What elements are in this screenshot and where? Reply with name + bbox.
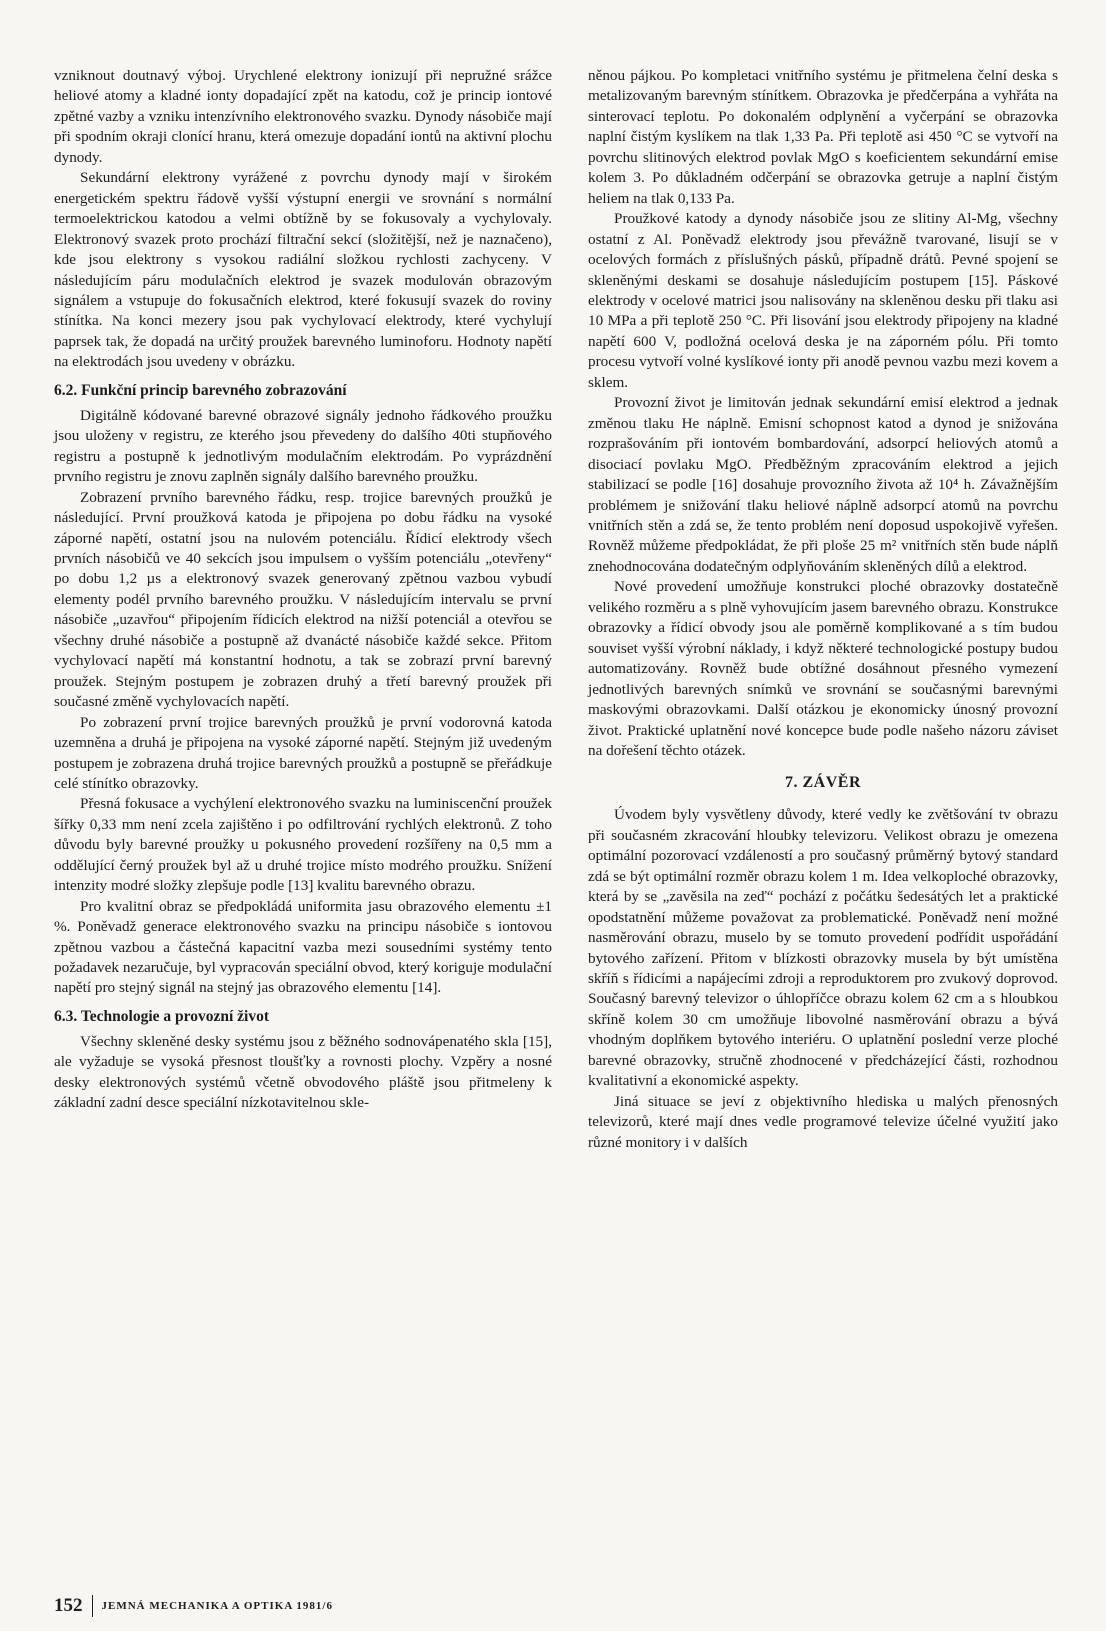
paragraph: Zobrazení prvního barevného řádku, resp. trojice barevných proužků je následující. První proužková katoda je připojena po dobu řádku na vysoké záporné napětí, ostatní jsou na nulovém potenciálu. Řídicí elektrody všech prvních násobičů ve 40 sekcích jsou impulsem o vyšším potenciálu „otevřeny“ po dobu 1,2 µs a elektronový svazek generovaný zpětnou vazbou vybudí elementy podél prvního barevného proužku. V následujícím intervalu se první násobiče „uzavřou“ připojením řídicích elektrod na nižší potenciál a otevřou se všechny druhé násobiče a postupně až dvanácté násobiče každé sekce. Přitom vychylovací napětí má konstantní hodnotu, a tak se zobrazí první barevný proužek. Stejným postupem je zobrazen druhý a třetí barevný proužek při současné změně vychylovacích napětí. [54, 488, 552, 711]
section-heading: 6.2. Funkční princip barevného zobrazování [54, 381, 347, 399]
section-heading: 6.3. Technologie a provozní život [54, 1007, 270, 1025]
paragraph: Nové provedení umožňuje konstrukci ploché obrazovky dostatečně velikého rozměru a s plně vyhovujícím jasem barevného obrazu. Konstrukce obrazovky a řídicí obvody jsou ale poměrně komplikované a s tím budou souviset vyšší výrobní náklady, i když některé technologické postupy budou automatizovány. Rovněž bude obtížné dosáhnout přesného vymezení jednotlivých barevných snímků ve srovnání se současnými barevnými maskovými obrazovkami. Další otázkou je ekonomicky únosný provozní život. Praktické uplatnění nové koncepce bude podle našeho názoru záviset na dořešení těchto otázek. [588, 578, 1058, 759]
footer-divider [92, 1595, 93, 1617]
paragraph: něnou pájkou. Po kompletaci vnitřního systému je přitmelena čelní deska s metalizovaným barevným stínítkem. Obrazovka je předčerpána a vyhřáta na sinterovací teplotu. Po dokonalém odplynění a vyčerpání se obrazovka naplní čistým kyslíkem na tlak 1,33 Pa. Při teplotě asi 450 °C se vytvoří na povrchu slitinových elektrod povlak MgO s koeficientem sekundární emise kolem 3. Po důkladném odčerpání se obrazovka getruje a naplní čistým heliem na tlak 0,133 Pa. [588, 67, 1058, 207]
journal-title: JEMNÁ MECHANIKA A OPTIKA 1981/6 [101, 1600, 333, 1612]
page-number: 152 [54, 1595, 83, 1616]
page-footer [54, 1595, 333, 1617]
paragraph: Provozní život je limitován jednak sekundární emisí elektrod a jednak změnou tlaku He náplně. Emisní schopnost katod a dynod je snižována rozprašováním při iontovém bombardování, adsorpcí heliových atomů a disociací povlaku MgO. Předběžným zpracováním elektrod a jejich stabilizací se podle [16] dosahuje provozního života až 10⁴ h. Závažnějším problémem je snižování tlaku heliové náplně adsorpcí atomů na povrchu vnitřních stěn a zdá se, že tento problém není doposud uspokojivě vyřešen. Rovněž můžeme předpokládat, že při ploše 25 m² vnitřních stěn bude náplň znehodnocována dodatečným odplyňováním skleněných dílů a elektrod. [588, 394, 1058, 575]
paragraph: Přesná fokusace a vychýlení elektronového svazku na luminiscenční proužek šířky 0,33 mm není zcela zajištěno i po odfiltrování rychlých elektronů. Z toho důvodu byly barevné proužky u pokusného provedení rozšířeny na 0,5 mm a oddělující černý proužek byl až u druhé trojice místo modrého proužku. Snížení intenzity modré složky zlepšuje podle [13] kvalitu barevného obrazu. [54, 795, 552, 895]
paragraph: Jiná situace se jeví z objektivního hlediska u malých přenosných televizorů, které mají dnes vedle programové televize účelné využití jako různé monitory i v dalších [588, 1092, 1058, 1151]
paragraph: Sekundární elektrony vyrážené z povrchu dynody mají v širokém energetickém spektru řádově vyšší výstupní energii ve srovnání s normální termoelektrickou katodou a velmi obtížně by se fokusovaly a vychylovaly. Elektronový svazek proto prochází filtrační sekcí (složitější, než je naznačeno), kde jsou elektrony s vysokou radiální složkou rychlosti zachyceny. V následujícím páru modulačních elektrod je svazek modulován obrazovým signálem a vstupuje do fokusačních elektrod, které fokusují svazek do roviny stínítka. Na konci mezery jsou pak vychylovací elektrody, které vychylují paprsek tak, že dopadá na určitý proužek barevného luminoforu. Hodnoty napětí na elektrodách jsou uvedeny v obrázku. [54, 169, 552, 371]
paragraph: vzniknout doutnavý výboj. Urychlené elektrony ionizují při nepružné srážce heliové atomy a kladné ionty dopadající zpět na katodu, což je princip iontové zpětné vazby a vzniku intenzívního elektronového svazku. Dynody násobiče mají při spodním okraji clonící hranu, která omezuje dopadání iontů na aktivní plochu dynody. [54, 67, 552, 166]
paragraph: Digitálně kódované barevné obrazové signály jednoho řádkového proužku jsou uloženy v registru, ze kterého jsou převedeny do dalšího 40ti stupňového registru a postupně k jednotlivým modulačním elektrodám. Po vyprázdnění prvního registru je znovu zaplněn signály dalšího barevného proužku. [54, 406, 552, 486]
paragraph: Po zobrazení první trojice barevných proužků je první vodorovná katoda uzemněna a druhá je připojena na vysoké záporné napětí. Stejným již uvedeným postupem je zobrazena druhá trojice barevných proužků a postupně se přeřádkuje celé stínítko obrazovky. [54, 713, 552, 792]
right-column [588, 66, 1058, 1153]
section-heading: 7. ZÁVĚR [784, 774, 861, 792]
paragraph: Úvodem byly vysvětleny důvody, které vedly ke zvětšování tv obrazu při současném zkracování hloubky televizoru. Velikost obrazu je omezena optimální pozorovací vzdáleností a pro současný průměrný bytový standard zdá se být optimální rozměr obrazu kolem 1 m. Idea velkoploché obrazovky, která by se „zavěsila na zeď“ pochází z počátku šedesátých let a praktické opodstatnění můžeme považovat za problematické. Poněvadž není možné nasměrování obrazu, muselo by se tomuto provedení podřídit uspořádání bytového zařízení. Přitom v blízkosti obrazovky musela by být umístěna skříň s řídicími a napájecími zdroji a reproduktorem pro zvukový doprovod. Současný barevný televizor o úhlopříčce obrazu kolem 62 cm a s hloubkou skříně kolem 30 cm umožňuje libovolné nasměrování obrazu a bývá vhodným doplňkem bytového interiéru. O uplatnění poslední verze ploché barevné obrazovky, stručně zhodnocené v předcházející části, rozhodnou kvalitativní a ekonomické aspekty. [588, 806, 1058, 1090]
paragraph: Všechny skleněné desky systému jsou z běžného sodnovápenatého skla [15], ale vyžaduje se vysoká přesnost tloušťky a rovnosti plochy. Vzpěry a nosné desky elektronových systémů včetně obvodového pláště jsou přitmeleny k základní zadní desce speciální nízkotavitelnou skle- [54, 1032, 552, 1112]
paragraph: Proužkové katody a dynody násobiče jsou ze slitiny Al-Mg, všechny ostatní z Al. Poněvadž elektrody jsou převážně tvarované, lisují se v ocelových formách z příslušných pásků, případně drátů. Pevné spojení se skleněnými deskami se dosahuje následujícím postupem [15]. Páskové elektrody v ocelové matrici jsou nalisovány na skleněnou desku při tlaku asi 10 MPa a při teplotě 250 °C. Při lisování jsou elektrody připojeny na kladné napětí 600 V, podložná ocelová deska je na záporném pólu. Při tomto procesu vytvoří volné kyslíkové ionty při anodě pevnou vazbu mezi kovem a sklem. [588, 210, 1058, 391]
left-column [54, 66, 552, 1114]
paragraph: Pro kvalitní obraz se předpokládá uniformita jasu obrazového elementu ±1 %. Poněvadž generace elektronového svazku na principu násobiče s iontovou zpětnou vazbou a částečná kapacitní vazba mezi sousedními systémy tento požadavek nezaručuje, byl vypracován speciální obvod, který koriguje modulační napětí pro stejný signál na stejný jas obrazového elementu [14]. [54, 897, 552, 997]
